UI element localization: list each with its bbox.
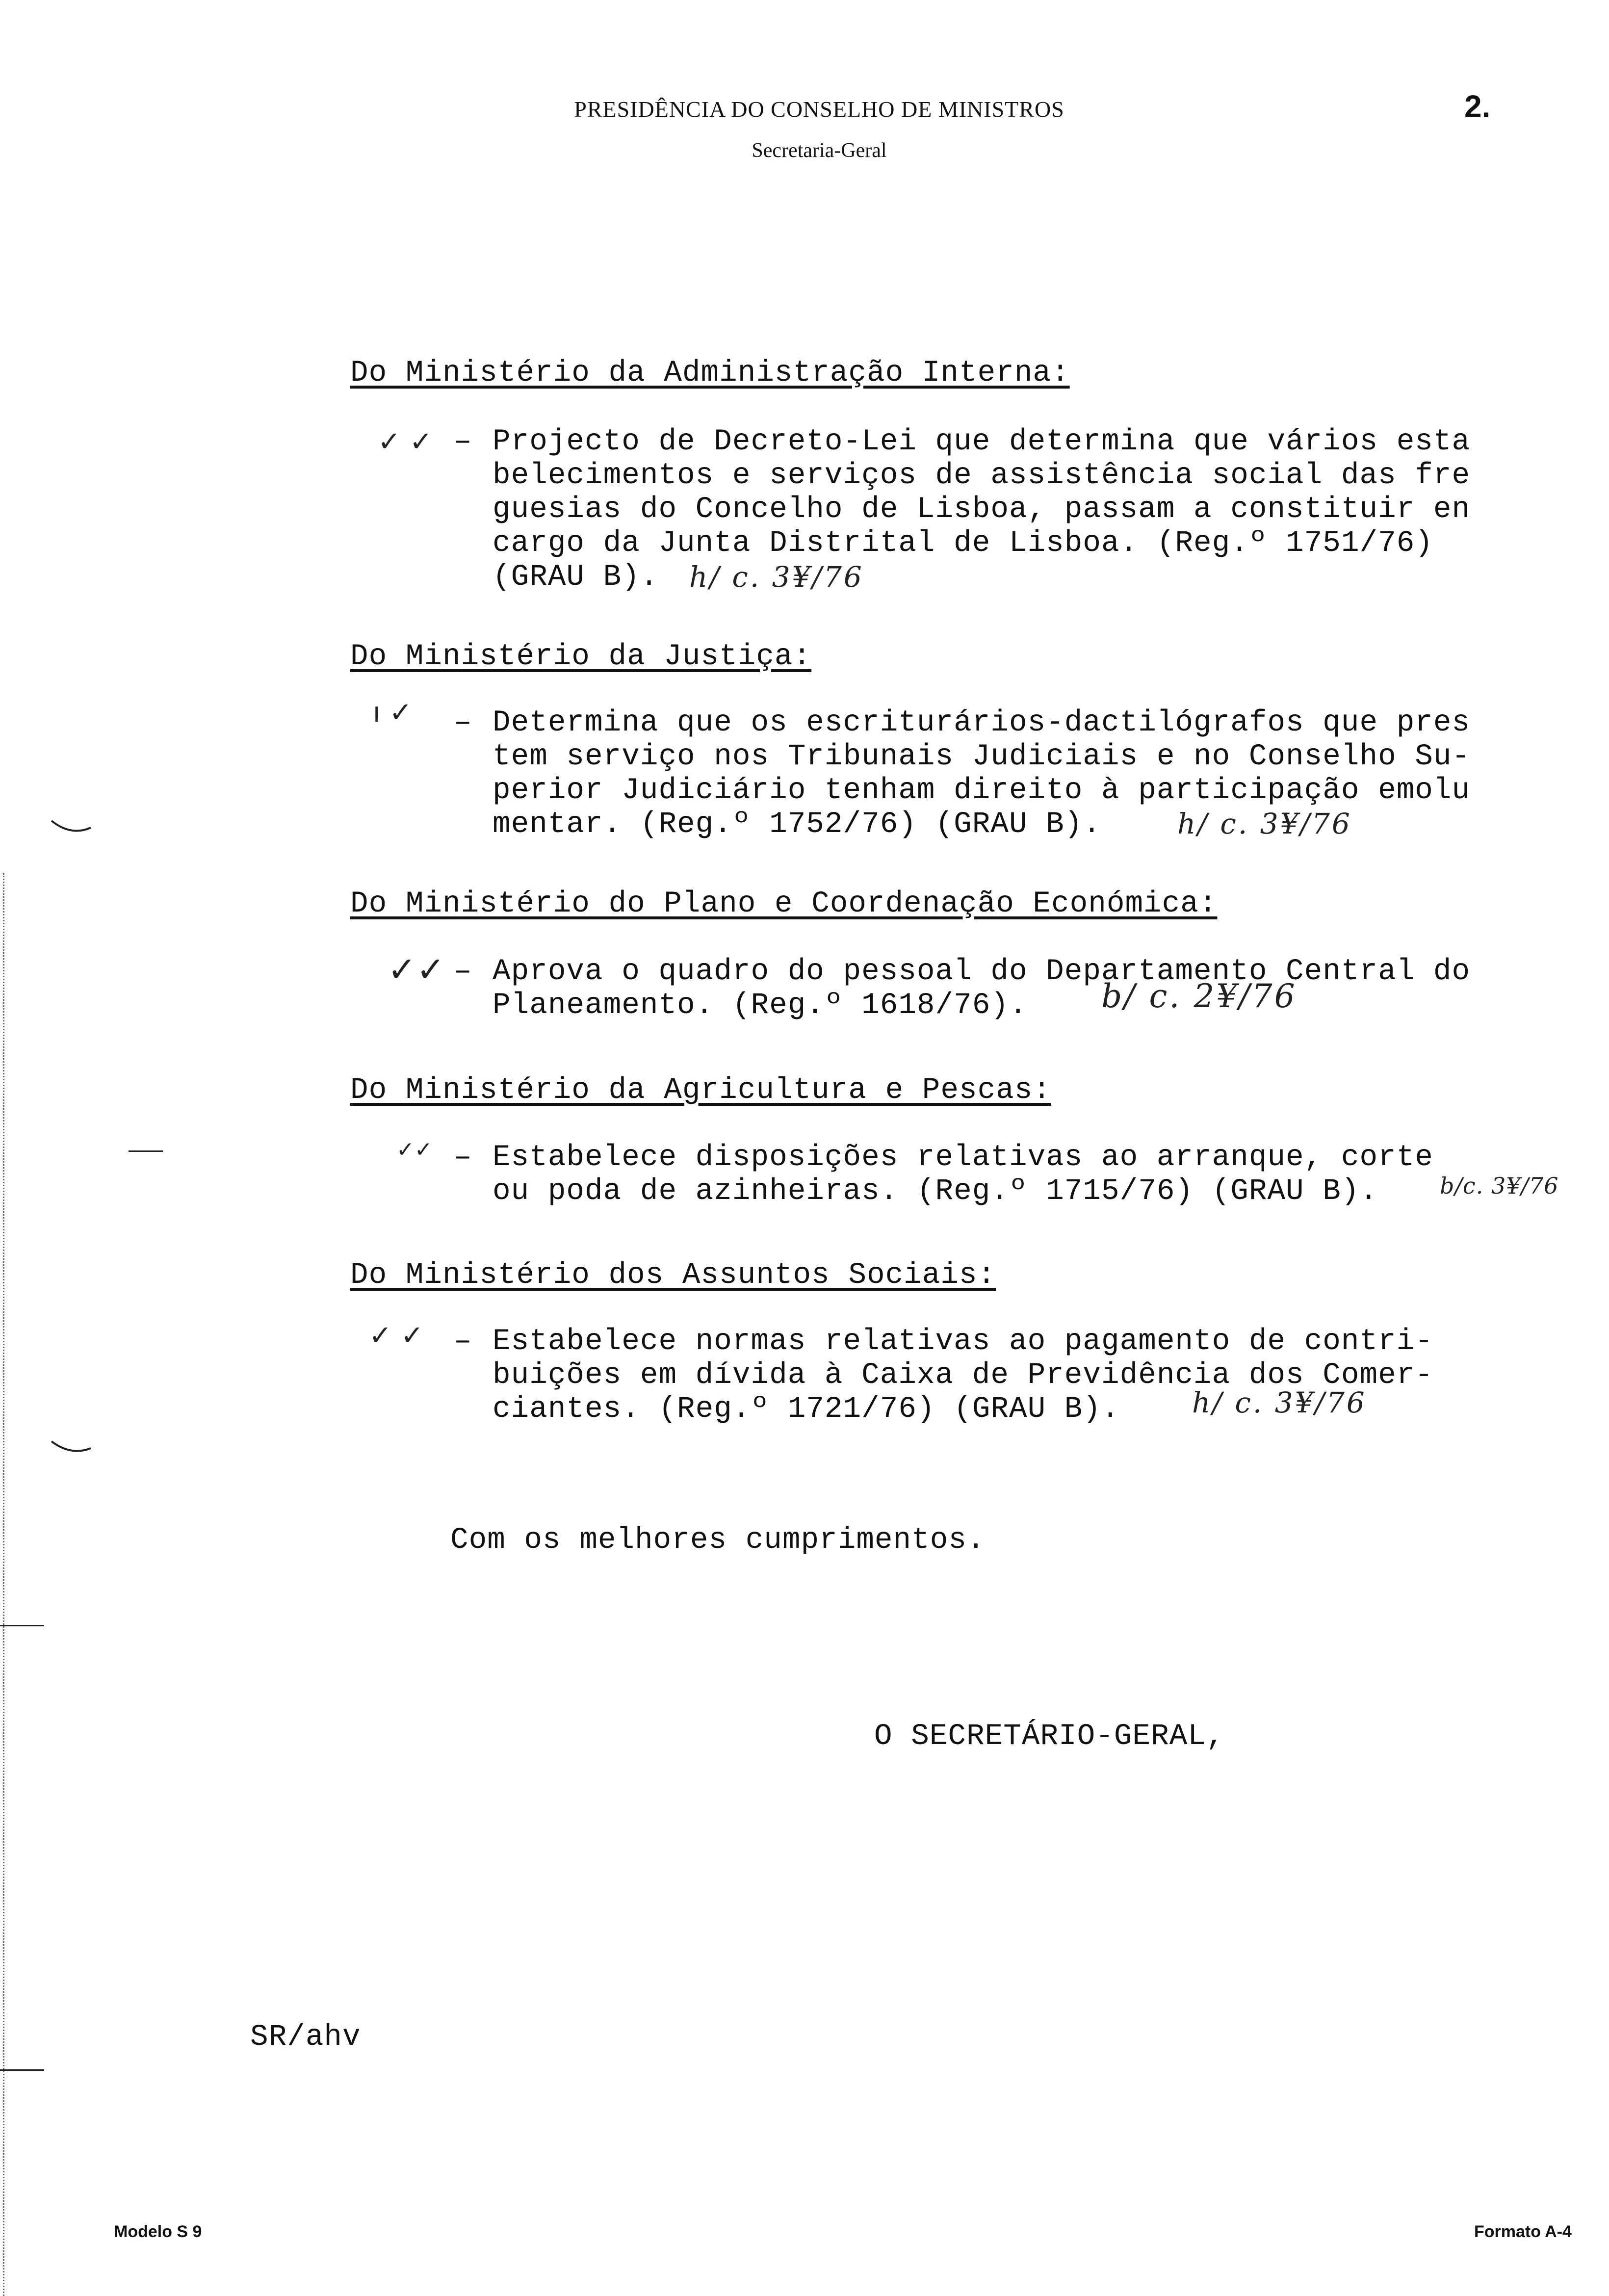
margin-curve-2: [49, 1437, 93, 1457]
section-heading-administracao-interna: Do Ministério da Administração Interna:: [350, 356, 1070, 390]
handwritten-annotation: h/ c. 3¥/76: [1177, 807, 1352, 840]
item-text: [493, 1141, 1433, 1208]
section-heading-assuntos-sociais: Do Ministério dos Assuntos Sociais:: [350, 1258, 996, 1292]
signature-title: O SECRETÁRIO-GERAL,: [874, 1720, 1225, 1753]
section-heading-plano-coordenacao-economica: Do Ministério do Plano e Coordenação Económica:: [350, 887, 1218, 921]
check-marks: ✓✓: [388, 949, 445, 990]
item-dash: –: [454, 706, 472, 740]
check-marks: ı ✓: [373, 697, 413, 729]
check-marks: ✓ ✓: [378, 426, 433, 458]
handwritten-annotation: b/ c. 2¥/76: [1101, 977, 1297, 1015]
fold-mark-top: [0, 1625, 44, 1626]
item-dash: –: [454, 955, 472, 989]
section-heading-justica: Do Ministério da Justiça:: [350, 640, 812, 674]
item-line: Planeamento. (Reg.º 1618/76).: [493, 989, 1028, 1022]
fold-mark-bottom: [0, 2069, 44, 2071]
item-line: guesias do Concelho de Lisboa, passam a constituir en: [493, 493, 1471, 526]
handwritten-annotation: h/ c. 3¥/76: [689, 560, 864, 594]
handwritten-annotation: b/c. 3¥/76: [1440, 1173, 1559, 1199]
item-line: Estabelece normas relativas ao pagamento de contri-: [493, 1325, 1433, 1358]
item-dash: –: [454, 1325, 472, 1358]
letterhead-title: PRESIDÊNCIA DO CONSELHO DE MINISTROS: [574, 97, 1064, 122]
item-text: [493, 955, 1470, 1022]
check-marks: ✓✓: [396, 1137, 433, 1162]
item-line: ou poda de azinheiras. (Reg.º 1715/76) (GRAU B).: [493, 1174, 1378, 1208]
closing-greeting: Com os melhores cumprimentos.: [450, 1523, 986, 1557]
footer-form-model: Modelo S 9: [114, 2222, 202, 2241]
item-line: perior Judiciário tenham direito à participação emolu: [493, 774, 1471, 808]
item-dash: –: [454, 1141, 472, 1174]
item-line: buições em dívida à Caixa de Previdência dos Comer-: [493, 1358, 1433, 1392]
margin-curve-1: [49, 817, 93, 836]
item-line: Aprova o quadro do pessoal do Departamento Central do: [493, 955, 1471, 989]
item-line: belecimentos e serviços de assistência social das fre: [493, 459, 1471, 493]
item-dash: –: [454, 425, 472, 459]
item-line: mentar. (Reg.º 1752/76) (GRAU B).: [493, 808, 1101, 841]
item-line: cargo da Junta Distrital de Lisboa. (Reg.º 1751/76): [493, 526, 1433, 560]
handwritten-annotation: h/ c. 3¥/76: [1192, 1386, 1367, 1419]
check-marks: ✓ ✓: [369, 1320, 424, 1352]
page-number: 2.: [1464, 89, 1491, 124]
footer-paper-format: Formato A-4: [1474, 2222, 1572, 2241]
item-line: ciantes. (Reg.º 1721/76) (GRAU B).: [493, 1392, 1120, 1426]
letterhead-subtitle: Secretaria-Geral: [752, 139, 887, 162]
item-line: (GRAU B).: [493, 560, 659, 594]
margin-tick: [129, 1150, 163, 1152]
item-line: Projecto de Decreto-Lei que determina que vários esta: [493, 425, 1471, 459]
item-text: [493, 425, 1470, 594]
item-line: Estabelece disposições relativas ao arranque, corte: [493, 1141, 1433, 1174]
left-binding-edge: [3, 873, 4, 2296]
typist-initials: SR/ahv: [250, 2020, 361, 2054]
item-line: Determina que os escriturários-dactilógrafos que pres: [493, 706, 1471, 740]
section-heading-agricultura-pescas: Do Ministério da Agricultura e Pescas:: [350, 1073, 1052, 1107]
item-line: tem serviço nos Tribunais Judiciais e no Conselho Su-: [493, 740, 1471, 774]
